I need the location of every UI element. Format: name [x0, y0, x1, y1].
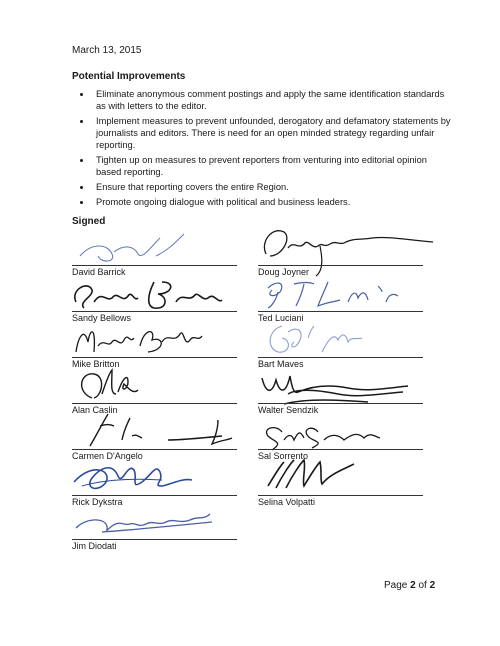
signature-block-dykstra [72, 456, 237, 506]
section-heading: Potential Improvements [72, 71, 186, 82]
signature-block-britton [72, 318, 237, 368]
page-current: 2 [410, 580, 416, 591]
signature-scribble [72, 500, 237, 540]
signatory-name: Carmen D'Angelo [72, 451, 143, 461]
signatory-name: Rick Dykstra [72, 497, 123, 507]
signatory-name: Sal Sorrento [258, 451, 309, 461]
signature-scribble [258, 456, 423, 496]
signature-scribble [258, 318, 423, 358]
signature-block-barrick [72, 226, 237, 276]
document-date: March 13, 2015 [72, 45, 142, 56]
signatory-name: Doug Joyner [258, 267, 310, 277]
signatory-name: Sandy Bellows [72, 313, 132, 323]
list-item: • Ensure that reporting covers the entire Region. [92, 181, 452, 193]
signatory-name: Jim Diodati [72, 541, 117, 551]
list-item: • Implement measures to prevent unfounded, derogatory and defamatory statements by journalists and editors. There is need for an open minded strategy regarding unfair reporting. [92, 115, 452, 151]
list-item: • Eliminate anonymous comment postings and apply the same identification standards as with letters to the editor. [92, 88, 452, 112]
signature-scribble [258, 272, 423, 312]
signature-block-luciani [258, 272, 423, 322]
signature-block-dangelo [72, 410, 237, 460]
signatory-name: Walter Sendzik [258, 405, 319, 415]
signature-block-diodati [72, 500, 237, 550]
signature-scribble [72, 318, 237, 358]
list-item: • Tighten up on measures to prevent reporters from venturing into editorial opinion based reporting. [92, 154, 452, 178]
signature-scribble [258, 226, 423, 266]
page-of: of [415, 580, 430, 591]
signatory-name: David Barrick [72, 267, 126, 277]
signature-scribble [72, 410, 237, 450]
signatory-name: Mike Britton [72, 359, 120, 369]
signatory-name: Alan Caslin [72, 405, 118, 415]
signature-block-joyner [258, 226, 423, 276]
signature-block-bellows [72, 272, 237, 322]
signature-scribble [72, 226, 237, 266]
page-number [384, 580, 435, 591]
signature-scribble [258, 364, 423, 404]
page-label: Page [384, 580, 411, 591]
signature-block-caslin [72, 364, 237, 414]
signature-scribble [72, 456, 237, 496]
signature-scribble [72, 272, 237, 312]
signatory-name: Bart Maves [258, 359, 304, 369]
signature-block-volpatti [258, 456, 423, 506]
signature-scribble [72, 364, 237, 404]
signature-block-sorrento [258, 410, 423, 460]
signature-block-maves [258, 318, 423, 368]
signature-scribble [258, 410, 423, 450]
improvements-list [72, 88, 452, 211]
signatory-name: Selina Volpatti [258, 497, 316, 507]
signature-block-sendzik [258, 364, 423, 414]
list-item: • Promote ongoing dialogue with political and business leaders. [92, 196, 452, 208]
page-total: 2 [429, 580, 436, 591]
signatory-name: Ted Luciani [258, 313, 304, 323]
signed-label: Signed [72, 216, 106, 227]
